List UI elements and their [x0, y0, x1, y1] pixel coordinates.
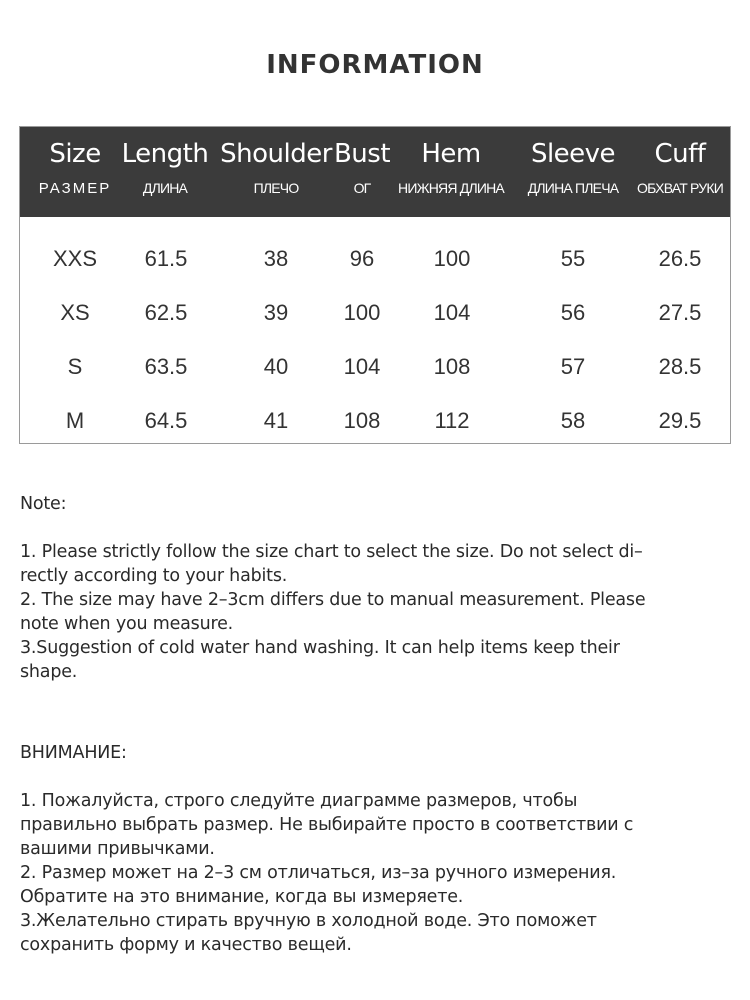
table-cell: 112 — [434, 408, 470, 433]
note-line: правильно выбрать размер. Не выбирайте просто в соответствии с — [20, 815, 634, 835]
note-heading: Note: — [20, 494, 67, 514]
note-line: 2. Размер может на 2–3 см отличаться, из–за ручного измерения. — [20, 863, 617, 883]
table-cell: 39 — [263, 300, 289, 325]
header-label-ru: ОБХВАТ РУКИ — [636, 180, 723, 196]
page-title: INFORMATION — [266, 50, 484, 80]
note-line: 1. Пожалуйста, строго следуйте диаграмме размеров, чтобы — [20, 791, 578, 811]
table-cell: 38 — [263, 246, 289, 271]
table-row — [20, 232, 730, 286]
table-cell: 56 — [560, 300, 586, 325]
header-label-en: Sleeve — [530, 139, 616, 169]
header-label-en: Length — [121, 139, 209, 169]
table-cell: 55 — [560, 246, 586, 271]
note-line: сохранить форму и качество вещей. — [20, 935, 352, 955]
table-cell: 40 — [263, 354, 289, 379]
table-row — [20, 286, 730, 340]
table-cell: 104 — [343, 354, 381, 379]
note-line: note when you measure. — [20, 614, 234, 634]
table-cell: M — [65, 408, 85, 433]
table-cell: S — [67, 354, 83, 379]
table-cell: 26.5 — [658, 246, 702, 271]
header-shoulder — [216, 127, 336, 217]
table-cell: 58 — [560, 408, 586, 433]
table-cell: 104 — [433, 300, 471, 325]
header-length — [120, 127, 210, 217]
table-cell: XS — [60, 300, 90, 325]
note-line: rectly according to your habits. — [20, 566, 288, 586]
header-label-en: Bust — [333, 139, 391, 169]
header-hem — [386, 127, 516, 217]
header-label-en: Cuff — [654, 139, 706, 169]
header-label-ru: ОГ — [353, 180, 371, 196]
table-cell: 100 — [343, 300, 381, 325]
table-cell: XXS — [52, 246, 98, 271]
table-cell: 41 — [263, 408, 289, 433]
table-cell: 29.5 — [658, 408, 702, 433]
header-label-ru: ДЛИНА — [142, 180, 188, 196]
header-label-ru: РАЗМЕР — [38, 180, 112, 197]
note-heading-ru — [20, 741, 720, 765]
size-table — [19, 126, 731, 444]
header-label-en: Shoulder — [220, 139, 332, 169]
note-line: 1. Please strictly follow the size chart to select the size. Do not select di– — [20, 542, 643, 562]
note-line: 3.Suggestion of cold water hand washing. It can help items keep their — [20, 638, 620, 658]
note-list-ru — [20, 789, 720, 957]
note-heading: ВНИМАНИЕ: — [20, 743, 127, 763]
note-line: shape. — [20, 662, 78, 682]
table-cell: 28.5 — [658, 354, 702, 379]
header-label-en: Hem — [421, 139, 481, 169]
table-cell: 108 — [433, 354, 471, 379]
note-list-en — [20, 540, 720, 684]
note-heading-en — [20, 492, 720, 516]
table-header — [20, 127, 730, 217]
header-label-en: Size — [49, 139, 101, 169]
table-row — [20, 340, 730, 394]
header-label-ru: НИЖНЯЯ ДЛИНА — [398, 180, 504, 196]
header-sleeve — [513, 127, 633, 217]
table-cell: 64.5 — [144, 408, 188, 433]
table-cell: 108 — [343, 408, 381, 433]
note-line: Обратите на это внимание, когда вы измеряете. — [20, 887, 464, 907]
table-row — [20, 394, 730, 448]
table-cell: 27.5 — [658, 300, 702, 325]
header-label-ru: ПЛЕЧО — [253, 180, 299, 196]
note-line: вашими привычками. — [20, 839, 215, 859]
header-cuff — [625, 127, 735, 217]
note-line: 2. The size may have 2–3cm differs due to manual measurement. Please — [20, 590, 646, 610]
table-cell: 100 — [433, 246, 471, 271]
table-cell: 96 — [349, 246, 375, 271]
table-cell: 62.5 — [144, 300, 188, 325]
header-label-ru: ДЛИНА ПЛЕЧА — [527, 180, 619, 196]
table-cell: 61.5 — [144, 246, 188, 271]
note-line: 3.Желательно стирать вручную в холодной воде. Это поможет — [20, 911, 597, 931]
table-cell: 57 — [560, 354, 586, 379]
header-size — [20, 127, 130, 217]
table-cell: 63.5 — [144, 354, 188, 379]
